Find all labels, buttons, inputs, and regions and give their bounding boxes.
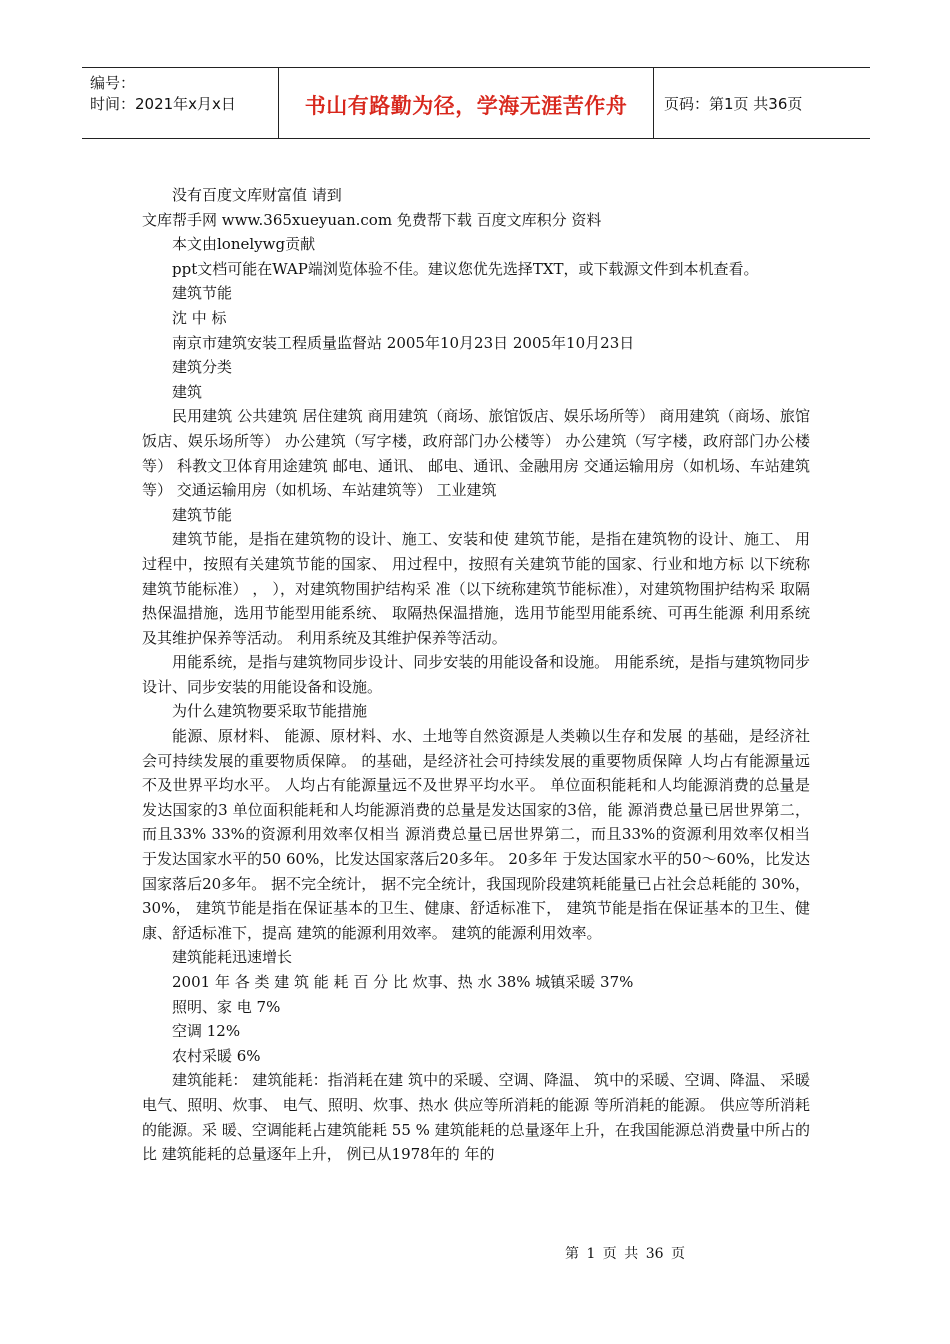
body-paragraph: 文库帮手网 www.365xueyuan.com 免费帮下载 百度文库积分 资料 <box>142 210 602 229</box>
document-body <box>142 183 810 1167</box>
footer-page-number: 第 1 页 共 36 页 <box>565 1246 685 1262</box>
body-paragraph: 农村采暖 6% <box>172 1046 261 1065</box>
body-paragraph: 建筑节能 <box>172 284 233 303</box>
body-paragraph: 民用建筑 公共建筑 居住建筑 商用建筑（商场、旅馆饭店、娱乐场所等） 商用建筑（商场、旅馆饭店、娱乐场所等） 办公建筑（写字楼，政府部门办公楼等） 办公建筑（写字楼，政府部门办公楼等） 科教文卫体育用途建筑 邮电、通讯、 邮电、通讯、金融用房 交通运输用房（如机场、车站建筑等） 交通运输用房（如机场、车站建筑等） 工业建筑 <box>142 407 810 500</box>
body-paragraph: 建筑分类 <box>172 358 233 377</box>
body-paragraph: 建筑节能，是指在建筑物的设计、施工、安装和使 建筑节能，是指在建筑物的设计、施工、 用过程中，按照有关建筑节能的国家、 用过程中，按照有关建筑节能的国家、行业和地方标 以下统称建筑节能标准） ， ），对建筑物围护结构采 准（以下统称建筑节能标准），对建筑物围护结构采 取隔热保温措施，选用节能型用能系统、 取隔热保温措施，选用节能型用能系统、可再生能源 利用系统及其维护保养等活动。 利用系统及其维护保养等活动。 <box>142 530 810 647</box>
header-motto-cell <box>278 68 654 138</box>
header-motto: 书山有路勤为径，学海无涯苦作舟 <box>304 94 628 118</box>
page-footer <box>0 1243 950 1263</box>
body-paragraph: 南京市建筑安装工程质量监督站 2005年10月23日 2005年10月23日 <box>172 333 635 352</box>
body-paragraph: 为什么建筑物要采取节能措施 <box>172 702 368 721</box>
body-paragraph: ppt文档可能在WAP端浏览体验不佳。建议您优先选择TXT，或下载源文件到本机查看。 <box>172 259 759 278</box>
header-page-cell <box>654 68 870 138</box>
body-paragraph: 照明、家 电 7% <box>172 997 281 1016</box>
body-paragraph: 沈 中 标 <box>172 308 227 327</box>
header-page-info: 页码：第1页 共36页 <box>664 95 803 113</box>
body-paragraph: 建筑节能 <box>172 505 233 524</box>
body-paragraph: 建筑能耗： 建筑能耗：指消耗在建 筑中的采暖、空调、降温、 筑中的采暖、空调、降温、 采暖 电气、照明、炊事、 电气、照明、炊事、热水 供应等所消耗的能源 等所消耗的能源。 供应等所消耗的能源。采 暖、空调能耗占建筑能耗 55 % 建筑能耗的总量逐年上升，在我国能源总消费量中所占的比 建筑能耗的总量逐年上升， 例已从1978年的 年的 <box>142 1071 810 1164</box>
document-date-label: 时间：2021年x月x日 <box>90 95 236 113</box>
body-paragraph: 本文由lonelywg贡献 <box>172 235 316 254</box>
body-paragraph: 没有百度文库财富值 请到 <box>172 186 342 204</box>
document-number-label: 编号： <box>90 74 136 92</box>
page-header <box>82 67 870 139</box>
body-paragraph: 用能系统，是指与建筑物同步设计、同步安装的用能设备和设施。 用能系统，是指与建筑物同步设计、同步安装的用能设备和设施。 <box>142 653 810 696</box>
body-paragraph: 建筑 <box>172 382 203 401</box>
body-paragraph: 2001 年 各 类 建 筑 能 耗 百 分 比 炊事、热 水 38% 城镇采暖 37% <box>172 973 634 991</box>
body-paragraph: 能源、原材料、 能源、原材料、水、土地等自然资源是人类赖以生存和发展 的基础，是经济社会可持续发展的重要物质保障。 的基础，是经济社会可持续发展的重要物质保障 人均占有能源量远不及世界平均水平。 人均占有能源量远不及世界平均水平。 单位面积能耗和人均能源消费的总量是发达国家的3 单位面积能耗和人均能源消费的总量是发达国家的3倍，能 源消费总量已居世界第二，而且33% 33%的资源利用效率仅相当 源消费总量已居世界第二，而且33%的资源利用效率仅相当 于发达国家水平的50 60%，比发达国家落后20多年。 20多年 于发达国家水平的50～60%，比发达国家落后20多年。 据不完全统计， 据不完全统计，我国现阶段建筑耗能量已占社会总耗能的 30%， 30%， 建筑节能是指在保证基本的卫生、健康、舒适标准下， 建筑节能是指在保证基本的卫生、健康、舒适标准下，提高 建筑的能源利用效率。 建筑的能源利用效率。 <box>142 727 810 942</box>
header-meta <box>82 68 278 138</box>
body-paragraph: 空调 12% <box>172 1022 241 1041</box>
body-paragraph: 建筑能耗迅速增长 <box>172 948 293 967</box>
